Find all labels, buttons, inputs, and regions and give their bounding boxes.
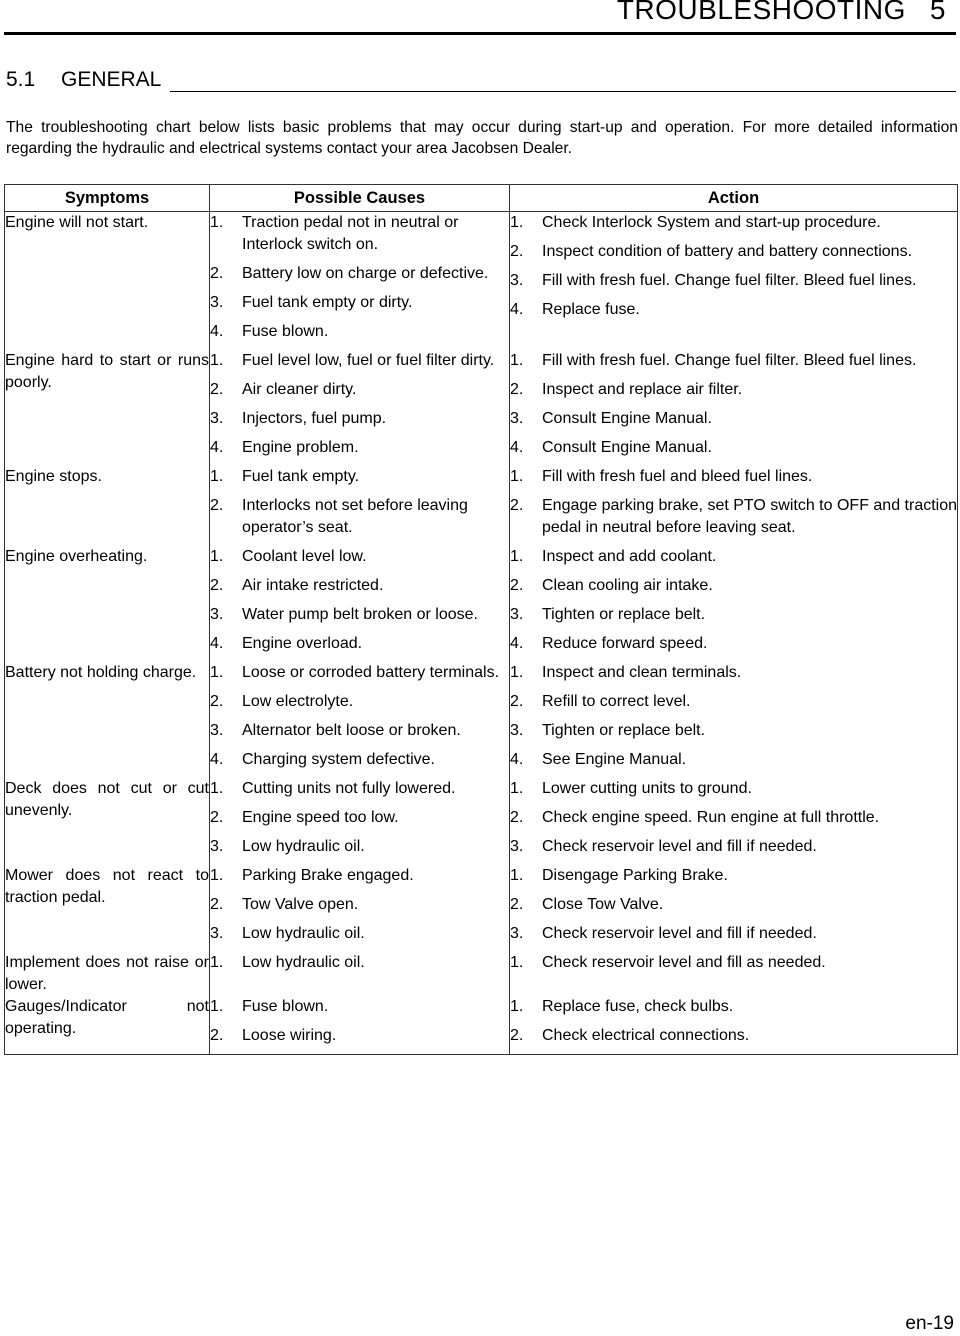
action-item-number: 1. <box>510 998 524 1015</box>
table-row <box>5 212 958 351</box>
symptom-cell: Engine hard to start or runs poorly. <box>5 350 210 466</box>
cause-cell <box>210 466 510 546</box>
action-cell <box>510 466 958 546</box>
action-item <box>510 923 957 945</box>
table-row <box>5 952 958 996</box>
cause-item <box>210 466 509 488</box>
action-item <box>510 749 957 771</box>
action-item-text: Fill with fresh fuel and bleed fuel lines. <box>542 468 813 485</box>
action-item-text: Engage parking brake, set PTO switch to OFF and traction pedal in neutral before leaving seat. <box>542 497 958 536</box>
cause-cell <box>210 662 510 778</box>
cause-item-number: 1. <box>210 214 224 231</box>
action-item <box>510 299 957 321</box>
symptom-cell: Mower does not react to traction pedal. <box>5 865 210 952</box>
cause-item-text: Loose wiring. <box>242 1027 337 1044</box>
cause-item-text: Fuel tank empty or dirty. <box>242 294 413 311</box>
cause-item-text: Fuse blown. <box>242 323 329 340</box>
action-item-number: 2. <box>510 497 524 514</box>
cause-item <box>210 662 509 684</box>
action-item-number: 1. <box>510 780 524 797</box>
action-cell <box>510 865 958 952</box>
table-body <box>5 212 958 1055</box>
action-item-number: 2. <box>510 896 524 913</box>
cause-item-number: 4. <box>210 751 224 768</box>
cause-item-text: Engine problem. <box>242 439 359 456</box>
action-item-text: Inspect and add coolant. <box>542 548 717 565</box>
cause-item-number: 3. <box>210 410 224 427</box>
cause-item <box>210 408 509 430</box>
cause-item <box>210 691 509 713</box>
cause-item-text: Loose or corroded battery terminals. <box>242 664 500 681</box>
cause-item-text: Charging system defective. <box>242 751 435 768</box>
action-item-text: Fill with fresh fuel. Change fuel filter. Bleed fuel lines. <box>542 352 917 369</box>
action-item-number: 1. <box>510 468 524 485</box>
cause-item <box>210 996 509 1018</box>
action-item-number: 1. <box>510 548 524 565</box>
action-item-text: Inspect and clean terminals. <box>542 664 742 681</box>
cause-item <box>210 749 509 771</box>
action-item-text: Check engine speed. Run engine at full throttle. <box>542 809 880 826</box>
cause-item <box>210 807 509 829</box>
cause-item-number: 2. <box>210 381 224 398</box>
section-heading <box>6 68 956 92</box>
cause-item-text: Low hydraulic oil. <box>242 954 365 971</box>
cause-item <box>210 894 509 916</box>
cause-item <box>210 437 509 459</box>
symptom-cell: Deck does not cut or cut unevenly. <box>5 778 210 865</box>
cause-item-text: Low electrolyte. <box>242 693 354 710</box>
action-cell <box>510 662 958 778</box>
cause-item-number: 1. <box>210 548 224 565</box>
cause-item-number: 1. <box>210 867 224 884</box>
action-item-text: Consult Engine Manual. <box>542 439 712 456</box>
action-item <box>510 379 957 401</box>
cause-item <box>210 1025 509 1047</box>
cause-item-number: 1. <box>210 780 224 797</box>
cause-item <box>210 292 509 314</box>
action-item <box>510 408 957 430</box>
action-item-text: Check reservoir level and fill if needed. <box>542 925 817 942</box>
cause-item-text: Air intake restricted. <box>242 577 384 594</box>
cause-item <box>210 604 509 626</box>
cause-item <box>210 952 509 974</box>
action-item-text: See Engine Manual. <box>542 751 687 768</box>
action-item-text: Reduce forward speed. <box>542 635 708 652</box>
action-cell <box>510 350 958 466</box>
action-item <box>510 604 957 626</box>
action-cell <box>510 996 958 1055</box>
header-action: Action <box>510 185 958 212</box>
action-item <box>510 241 957 263</box>
action-item <box>510 662 957 684</box>
cause-item <box>210 321 509 343</box>
cause-item-number: 2. <box>210 896 224 913</box>
action-cell <box>510 778 958 865</box>
action-item <box>510 807 957 829</box>
cause-item-number: 3. <box>210 925 224 942</box>
action-item <box>510 894 957 916</box>
cause-item-text: Fuel tank empty. <box>242 468 360 485</box>
action-item-number: 2. <box>510 243 524 260</box>
action-item-number: 1. <box>510 867 524 884</box>
action-item <box>510 495 957 539</box>
table-row <box>5 996 958 1055</box>
cause-item-number: 2. <box>210 693 224 710</box>
symptom-cell: Engine will not start. <box>5 212 210 351</box>
action-item-number: 3. <box>510 272 524 289</box>
cause-item <box>210 836 509 858</box>
action-item-number: 3. <box>510 410 524 427</box>
cause-cell <box>210 865 510 952</box>
cause-item-text: Traction pedal not in neutral or Interlock switch on. <box>242 214 459 253</box>
action-item-text: Replace fuse. <box>542 301 640 318</box>
cause-item <box>210 720 509 742</box>
action-item <box>510 350 957 372</box>
symptom-cell: Engine overheating. <box>5 546 210 662</box>
cause-item-number: 4. <box>210 439 224 456</box>
action-item <box>510 466 957 488</box>
cause-item-number: 4. <box>210 635 224 652</box>
cause-cell <box>210 212 510 351</box>
cause-item <box>210 923 509 945</box>
section-title: GENERAL <box>61 68 162 91</box>
cause-item-number: 2. <box>210 265 224 282</box>
action-item-text: Consult Engine Manual. <box>542 410 712 427</box>
action-item-text: Tighten or replace belt. <box>542 606 706 623</box>
action-item-number: 2. <box>510 809 524 826</box>
action-item <box>510 437 957 459</box>
cause-cell <box>210 952 510 996</box>
cause-item-text: Interlocks not set before leaving operator’s seat. <box>242 497 468 536</box>
cause-item-number: 3. <box>210 606 224 623</box>
action-item-number: 1. <box>510 352 524 369</box>
table-header-row <box>5 185 958 212</box>
cause-item <box>210 546 509 568</box>
action-item-number: 3. <box>510 722 524 739</box>
action-item-number: 2. <box>510 693 524 710</box>
action-item-text: Inspect condition of battery and battery connections. <box>542 243 913 260</box>
cause-item-number: 3. <box>210 722 224 739</box>
cause-item <box>210 575 509 597</box>
action-item <box>510 546 957 568</box>
cause-item-number: 1. <box>210 998 224 1015</box>
cause-item <box>210 379 509 401</box>
symptom-cell: Gauges/Indicator not operating. <box>5 996 210 1055</box>
cause-item-text: Alternator belt loose or broken. <box>242 722 461 739</box>
action-item <box>510 865 957 887</box>
cause-item-text: Fuel level low, fuel or fuel filter dirty. <box>242 352 495 369</box>
action-item-number: 4. <box>510 301 524 318</box>
table-row <box>5 865 958 952</box>
cause-item-text: Coolant level low. <box>242 548 367 565</box>
section-underline <box>170 91 956 92</box>
action-item-number: 3. <box>510 838 524 855</box>
table-row <box>5 778 958 865</box>
action-item-text: Inspect and replace air filter. <box>542 381 743 398</box>
action-item <box>510 996 957 1018</box>
action-item-text: Lower cutting units to ground. <box>542 780 752 797</box>
cause-item-text: Engine speed too low. <box>242 809 399 826</box>
cause-item-text: Low hydraulic oil. <box>242 838 365 855</box>
cause-item <box>210 865 509 887</box>
action-item-text: Tighten or replace belt. <box>542 722 706 739</box>
header-symptoms: Symptoms <box>5 185 210 212</box>
cause-item-text: Low hydraulic oil. <box>242 925 365 942</box>
cause-cell <box>210 996 510 1055</box>
cause-item-number: 2. <box>210 577 224 594</box>
action-item-text: Clean cooling air intake. <box>542 577 713 594</box>
action-item-number: 1. <box>510 214 524 231</box>
table-row <box>5 662 958 778</box>
cause-item-number: 1. <box>210 468 224 485</box>
cause-item-number: 1. <box>210 954 224 971</box>
cause-item <box>210 350 509 372</box>
action-item <box>510 691 957 713</box>
cause-item-text: Injectors, fuel pump. <box>242 410 387 427</box>
action-item-text: Disengage Parking Brake. <box>542 867 728 884</box>
header-title: TROUBLESHOOTING <box>616 0 906 25</box>
cause-item-text: Air cleaner dirty. <box>242 381 357 398</box>
action-item-text: Fill with fresh fuel. Change fuel filter. Bleed fuel lines. <box>542 272 917 289</box>
cause-item <box>210 263 509 285</box>
header-possible-causes: Possible Causes <box>210 185 510 212</box>
action-item-number: 4. <box>510 751 524 768</box>
symptom-cell: Engine stops. <box>5 466 210 546</box>
symptom-cell: Implement does not raise or lower. <box>5 952 210 996</box>
action-item-text: Check reservoir level and fill as needed. <box>542 954 826 971</box>
chapter-number: 5 <box>929 0 946 25</box>
cause-item-text: Water pump belt broken or loose. <box>242 606 478 623</box>
action-item-number: 1. <box>510 954 524 971</box>
cause-item-number: 1. <box>210 664 224 681</box>
action-item-text: Check electrical connections. <box>542 1027 750 1044</box>
cause-item-text: Cutting units not fully lowered. <box>242 780 456 797</box>
cause-item <box>210 778 509 800</box>
cause-item-text: Battery low on charge or defective. <box>242 265 489 282</box>
action-cell <box>510 212 958 351</box>
cause-item-text: Fuse blown. <box>242 998 329 1015</box>
action-item-number: 3. <box>510 925 524 942</box>
header-rule <box>4 32 956 35</box>
action-item-number: 4. <box>510 439 524 456</box>
action-item <box>510 212 957 234</box>
cause-item-number: 3. <box>210 838 224 855</box>
cause-item-number: 1. <box>210 352 224 369</box>
section-number: 5.1 <box>6 68 36 91</box>
action-item-number: 2. <box>510 381 524 398</box>
page-number: en-19 <box>905 1313 954 1334</box>
symptom-cell: Battery not holding charge. <box>5 662 210 778</box>
table-row <box>5 546 958 662</box>
action-item-text: Check Interlock System and start-up procedure. <box>542 214 881 231</box>
cause-item-text: Parking Brake engaged. <box>242 867 414 884</box>
cause-item-text: Engine overload. <box>242 635 363 652</box>
cause-item-number: 2. <box>210 809 224 826</box>
action-item-text: Replace fuse, check bulbs. <box>542 998 734 1015</box>
intro-paragraph: The troubleshooting chart below lists basic problems that may occur during start-up and operation. For more detailed information regarding the hydraulic and electrical systems contact your area Jacobsen Dealer. <box>6 119 958 157</box>
cause-item-number: 3. <box>210 294 224 311</box>
troubleshooting-table <box>4 184 958 1055</box>
cause-cell <box>210 350 510 466</box>
cause-item-number: 4. <box>210 323 224 340</box>
page-header <box>617 0 946 26</box>
action-item <box>510 720 957 742</box>
action-item <box>510 270 957 292</box>
action-item <box>510 575 957 597</box>
cause-item <box>210 495 509 539</box>
action-item <box>510 952 957 974</box>
table-row <box>5 350 958 466</box>
action-item-number: 2. <box>510 1027 524 1044</box>
action-item <box>510 778 957 800</box>
action-item-number: 2. <box>510 577 524 594</box>
action-item <box>510 1025 957 1047</box>
action-item <box>510 836 957 858</box>
action-cell <box>510 952 958 996</box>
cause-item-text: Tow Valve open. <box>242 896 359 913</box>
action-item-text: Close Tow Valve. <box>542 896 664 913</box>
cause-cell <box>210 778 510 865</box>
action-item-number: 1. <box>510 664 524 681</box>
cause-item <box>210 212 509 256</box>
action-item <box>510 633 957 655</box>
cause-item-number: 2. <box>210 1027 224 1044</box>
table-row <box>5 466 958 546</box>
action-item-number: 3. <box>510 606 524 623</box>
action-item-number: 4. <box>510 635 524 652</box>
cause-item-number: 2. <box>210 497 224 514</box>
action-item-text: Check reservoir level and fill if needed. <box>542 838 817 855</box>
cause-cell <box>210 546 510 662</box>
action-item-text: Refill to correct level. <box>542 693 691 710</box>
cause-item <box>210 633 509 655</box>
action-cell <box>510 546 958 662</box>
